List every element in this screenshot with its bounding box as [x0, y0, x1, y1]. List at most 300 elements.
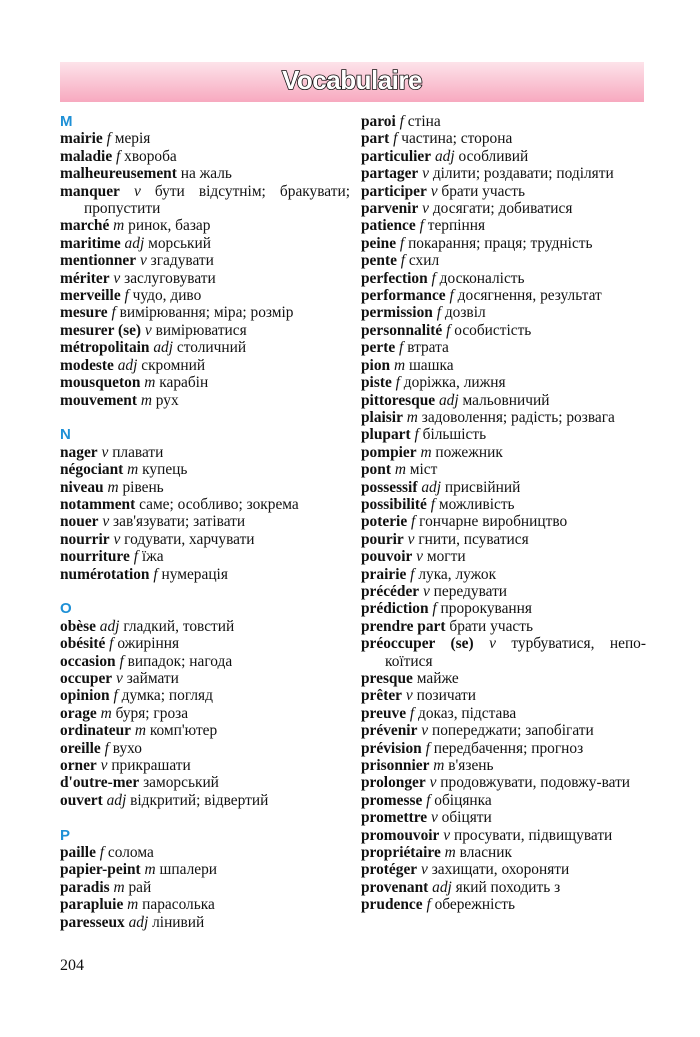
entry-word: prendre part	[361, 617, 446, 635]
vocab-entry	[361, 304, 646, 321]
entry-translation: прикрашати	[111, 757, 191, 774]
vocab-entry	[60, 130, 350, 147]
vocab-entry	[60, 740, 350, 757]
vocab-entry	[60, 879, 350, 896]
vocab-entry	[60, 235, 350, 252]
vocab-entry	[361, 809, 646, 826]
entry-translation: пожежник	[435, 443, 503, 461]
vocab-entry	[361, 217, 646, 234]
entry-word: niveau	[60, 478, 104, 496]
vocab-entry	[361, 339, 646, 356]
entry-translation: їжа	[141, 548, 164, 566]
entry-grammar: m	[113, 878, 125, 896]
entry-grammar: f	[111, 304, 116, 322]
entry-grammar: v	[429, 774, 437, 792]
letter-heading: M	[60, 113, 73, 130]
vocab-entry	[361, 252, 646, 269]
entry-translation: майже	[416, 670, 459, 687]
entry-grammar: f	[449, 287, 454, 305]
entry-word: personnalité	[361, 321, 443, 339]
entry-translation: більшість	[422, 426, 487, 444]
vocab-entry	[361, 479, 646, 496]
entry-word: permission	[361, 304, 433, 322]
entry-translation: пророкування	[440, 600, 532, 618]
entry-word: mentionner	[60, 252, 137, 270]
vocab-entry	[60, 270, 350, 287]
entry-translation: зав'язувати; затівати	[113, 513, 246, 531]
vocab-entry	[60, 618, 350, 635]
vocab-entry	[60, 635, 350, 652]
vocab-entry	[361, 444, 646, 461]
entry-word: pouvoir	[361, 548, 413, 566]
entry-word: opinion	[60, 687, 110, 705]
entry-grammar: m	[113, 217, 125, 235]
vocabulary-column-right	[361, 113, 646, 914]
entry-word: modeste	[60, 356, 114, 374]
entry-grammar: f	[426, 896, 431, 914]
entry-word: numérotation	[60, 565, 150, 583]
entry-translation: досконалість	[439, 269, 525, 287]
entry-translation: вухо	[112, 739, 142, 757]
entry-grammar: m	[144, 374, 156, 392]
vocab-entry	[361, 148, 646, 165]
entry-grammar: m	[100, 704, 112, 722]
entry-translation: заслуговувати	[124, 269, 216, 287]
entry-translation: рух	[155, 391, 179, 409]
entry-grammar: adj	[128, 913, 149, 931]
letter-heading: P	[60, 826, 71, 844]
entry-grammar: f	[109, 635, 114, 653]
entry-grammar: v	[139, 252, 147, 270]
entry-word: participer	[361, 182, 427, 200]
vocab-entry	[60, 548, 350, 565]
entry-word: prolonger	[361, 774, 426, 792]
vocab-entry	[361, 496, 646, 513]
entry-word: d'outre-mer	[60, 774, 140, 792]
vocab-entry	[361, 235, 646, 252]
entry-translation: досягнення, результат	[457, 287, 602, 305]
entry-translation: годувати, харчувати	[124, 530, 255, 548]
entry-translation: комп'ютер	[149, 722, 218, 740]
entry-translation: парасолька	[142, 896, 215, 914]
entry-grammar: f	[116, 147, 121, 165]
vocab-entry	[361, 566, 646, 583]
entry-word: promouvoir	[361, 826, 440, 844]
vocab-entry	[361, 409, 646, 426]
vocab-entry	[60, 165, 350, 182]
entry-grammar: v	[407, 530, 415, 548]
entry-grammar: v	[113, 269, 121, 287]
entry-word: obèse	[60, 617, 96, 635]
entry-grammar: v	[405, 687, 413, 705]
entry-translation: бути відсутнім; бракувати; пропустити	[84, 182, 350, 218]
entry-grammar: v	[422, 200, 429, 218]
entry-grammar: v	[443, 826, 451, 844]
entry-translation: позичати	[416, 687, 476, 705]
entry-grammar: v	[416, 548, 424, 566]
vocab-entry	[361, 392, 646, 409]
entry-grammar: f	[419, 217, 424, 235]
entry-translation: скромний	[141, 356, 206, 374]
entry-translation: брати участь	[441, 182, 526, 200]
vocab-entry	[60, 444, 350, 461]
vocab-entry	[361, 357, 646, 374]
entry-translation: задоволення; радість; розвага	[421, 408, 615, 426]
entry-grammar: f	[446, 321, 451, 339]
entry-grammar: m	[444, 844, 456, 862]
entry-translation: особливий	[458, 147, 529, 165]
entry-grammar: m	[107, 478, 119, 496]
vocab-entry	[361, 792, 646, 809]
letter-heading: N	[60, 426, 71, 444]
entry-word: patience	[361, 217, 416, 235]
entry-word: maladie	[60, 147, 113, 165]
vocab-entry	[361, 635, 646, 670]
entry-translation: мерія	[114, 130, 151, 148]
vocab-entry	[60, 304, 350, 321]
entry-grammar: adj	[153, 339, 174, 357]
entry-word: prévenir	[361, 722, 418, 740]
vocab-entry	[361, 322, 646, 339]
entry-word: prêter	[361, 687, 403, 705]
vocab-entry	[60, 217, 350, 234]
vocab-entry	[361, 861, 646, 878]
entry-word: performance	[361, 287, 446, 305]
entry-grammar: f	[393, 130, 398, 148]
entry-word: perte	[361, 339, 396, 357]
vocab-entry	[60, 566, 350, 583]
entry-grammar: v	[100, 757, 108, 774]
entry-grammar: v	[116, 669, 123, 687]
entry-grammar: f	[399, 234, 405, 252]
entry-grammar: f	[426, 791, 431, 809]
entry-word: manquer	[60, 182, 120, 200]
entry-word: pont	[361, 461, 391, 479]
vocab-entry	[60, 861, 350, 878]
entry-translation: ринок, базар	[128, 217, 211, 235]
entry-grammar: adj	[432, 878, 452, 896]
vocab-entry	[60, 252, 350, 269]
entry-translation: вимірювання; міра; розмір	[119, 304, 294, 322]
vocab-entry	[60, 844, 350, 861]
entry-word: parvenir	[361, 200, 419, 218]
vocab-entry	[361, 600, 646, 617]
vocab-entry	[361, 618, 646, 635]
entry-grammar: f	[399, 113, 404, 130]
entry-grammar: m	[420, 443, 432, 461]
vocab-entry	[361, 548, 646, 565]
vocab-entry	[361, 513, 646, 530]
entry-grammar: f	[425, 739, 430, 757]
entry-translation: особистість	[454, 321, 532, 339]
entry-word: occasion	[60, 652, 116, 670]
entry-grammar: v	[422, 582, 430, 600]
entry-translation: рай	[128, 878, 152, 896]
entry-word: mousqueton	[60, 374, 141, 392]
entry-translation: згадувати	[150, 252, 214, 270]
entry-translation: обіцяти	[441, 809, 492, 827]
entry-grammar: v	[113, 530, 121, 548]
vocab-entry	[361, 879, 646, 896]
entry-grammar: f	[400, 252, 406, 270]
entry-translation: лука, лужок	[418, 565, 497, 583]
vocab-entry	[60, 148, 350, 165]
entry-translation: карабін	[159, 374, 209, 392]
entry-word: occuper	[60, 669, 113, 687]
vocab-entry	[361, 740, 646, 757]
entry-translation: буря; гроза	[115, 704, 189, 722]
entry-word: plupart	[361, 426, 411, 444]
entry-translation: відкритий; відвертий	[130, 791, 269, 809]
entry-word: orage	[60, 704, 97, 722]
entry-translation: який походить з	[455, 878, 561, 896]
entry-translation: шпалери	[159, 861, 218, 879]
vocab-entry	[361, 687, 646, 704]
entry-grammar: v	[144, 321, 152, 339]
entry-translation: продовжувати, подовжу-вати	[440, 774, 631, 792]
entry-word: prairie	[361, 565, 407, 583]
entry-word: pompier	[361, 443, 417, 461]
entry-word: mouvement	[60, 391, 137, 409]
vocab-entry	[361, 165, 646, 182]
entry-word: prévision	[361, 739, 422, 757]
entry-word: oreille	[60, 739, 101, 757]
entry-translation: могти	[426, 548, 466, 566]
entry-grammar: f	[432, 600, 437, 618]
vocab-entry	[60, 914, 350, 931]
vocab-entry	[361, 705, 646, 722]
entry-translation: передбачення; прогноз	[433, 739, 584, 757]
entry-translation: стіна	[407, 113, 441, 130]
entry-grammar: f	[399, 339, 404, 357]
entry-grammar: v	[421, 722, 429, 740]
entry-grammar: m	[127, 461, 139, 479]
entry-translation: схил	[408, 252, 440, 270]
entry-word: provenant	[361, 878, 429, 896]
entry-translation: заморський	[143, 774, 219, 792]
entry-translation: терпіння	[427, 217, 486, 235]
entry-word: merveille	[60, 287, 121, 305]
vocabulary-banner	[60, 62, 644, 102]
entry-word: orner	[60, 757, 97, 774]
entry-grammar: v	[489, 635, 496, 653]
entry-word: mairie	[60, 130, 103, 148]
vocab-entry	[60, 896, 350, 913]
entry-grammar: v	[102, 513, 110, 531]
entry-translation: дозвіл	[444, 304, 486, 322]
entry-grammar: f	[410, 565, 415, 583]
entry-grammar: m	[406, 408, 418, 426]
entry-translation: в'язень	[448, 757, 494, 775]
entry-translation: попереджати; запобігати	[431, 722, 594, 740]
entry-word: paille	[60, 844, 96, 862]
entry-grammar: f	[431, 269, 436, 287]
vocab-entry	[60, 479, 350, 496]
entry-translation: думка; погляд	[121, 687, 213, 705]
vocab-entry	[361, 287, 646, 304]
vocab-entry	[361, 426, 646, 443]
entry-grammar: f	[411, 513, 416, 531]
entry-translation: досягати; добиватися	[432, 200, 573, 218]
entry-translation: доріжка, лижня	[403, 374, 506, 392]
entry-grammar: v	[101, 443, 109, 461]
entry-word: paroi	[361, 113, 396, 130]
entry-word: négociant	[60, 461, 124, 479]
letter-heading: O	[60, 600, 72, 618]
vocab-entry	[60, 357, 350, 374]
entry-word: mesure	[60, 304, 108, 322]
entry-word: paradis	[60, 878, 110, 896]
vocab-entry	[60, 322, 350, 339]
entry-translation: турбуватися, непо-коїтися	[385, 635, 646, 670]
entry-translation: гнити, псуватися	[418, 530, 529, 548]
vocab-entry	[60, 531, 350, 548]
entry-grammar: f	[436, 304, 441, 322]
entry-translation: ділити; роздавати; поділяти	[432, 165, 614, 183]
vocab-entry	[361, 670, 646, 687]
entry-translation: обережність	[434, 896, 515, 914]
entry-word: pente	[361, 252, 397, 270]
entry-translation: просувати, підвищувати	[453, 826, 613, 844]
vocab-entry	[361, 531, 646, 548]
entry-grammar: adj	[434, 147, 455, 165]
entry-grammar: f	[133, 548, 138, 566]
vocabulary-column-left	[60, 113, 350, 931]
vocab-entry	[60, 792, 350, 809]
entry-grammar: f	[430, 495, 435, 513]
vocab-entry	[60, 392, 350, 409]
vocab-entry	[361, 896, 646, 913]
entry-word: preuve	[361, 704, 407, 722]
vocab-entry	[361, 757, 646, 774]
vocab-entry	[60, 705, 350, 722]
entry-word: piste	[361, 374, 392, 392]
entry-word: marché	[60, 217, 110, 235]
entry-word: prisonnier	[361, 757, 430, 775]
entry-word: particulier	[361, 147, 432, 165]
entry-translation: гладкий, товстий	[123, 617, 235, 635]
entry-translation: обіцянка	[434, 791, 492, 809]
entry-word: promesse	[361, 791, 423, 809]
entry-translation: плавати	[112, 443, 164, 461]
entry-word: mesurer (se)	[60, 321, 142, 339]
entry-word: parapluie	[60, 896, 124, 914]
entry-grammar: f	[409, 704, 415, 722]
entry-translation: хвороба	[124, 147, 177, 165]
entry-grammar: f	[104, 739, 109, 757]
entry-grammar: m	[127, 896, 139, 914]
entry-grammar: v	[422, 165, 429, 183]
entry-translation: можливість	[438, 495, 515, 513]
entry-translation: доказ, підстава	[418, 704, 517, 722]
entry-word: pittoresque	[361, 391, 436, 409]
entry-word: perfection	[361, 269, 428, 287]
entry-word: possessif	[361, 478, 418, 496]
entry-translation: займати	[126, 669, 179, 687]
entry-translation: на жаль	[180, 165, 232, 183]
entry-grammar: f	[113, 687, 118, 705]
entry-word: nouer	[60, 513, 99, 531]
entry-grammar: f	[106, 130, 111, 148]
entry-grammar: f	[395, 374, 400, 392]
vocab-entry	[361, 583, 646, 600]
entry-word: partager	[361, 165, 419, 183]
entry-grammar: m	[433, 757, 445, 775]
entry-grammar: adj	[124, 234, 145, 252]
entry-word: maritime	[60, 234, 121, 252]
entry-translation: втрата	[407, 339, 449, 357]
entry-word: possibilité	[361, 495, 427, 513]
vocab-entry	[60, 183, 350, 218]
vocab-entry	[361, 461, 646, 478]
entry-translation: лінивий	[152, 913, 205, 931]
vocab-entry	[361, 130, 646, 147]
entry-word: nourrir	[60, 530, 110, 548]
entry-translation: захищати, охороняти	[431, 861, 570, 879]
entry-translation: передувати	[433, 582, 508, 600]
entry-translation: нумерація	[161, 565, 228, 583]
entry-translation: присвійний	[444, 478, 521, 496]
entry-word: nourriture	[60, 548, 130, 566]
entry-word: préoccuper (se)	[361, 635, 474, 653]
entry-word: ordinateur	[60, 722, 131, 740]
entry-translation: покарання; праця; трудність	[408, 234, 593, 252]
vocab-entry	[60, 496, 350, 513]
entry-translation: саме; особливо; зокрема	[139, 495, 299, 513]
entry-word: presque	[361, 670, 413, 687]
entry-grammar: v	[133, 182, 141, 200]
entry-translation: гончарне виробництво	[419, 513, 568, 531]
vocab-entry	[361, 270, 646, 287]
entry-translation: вимірюватися	[155, 321, 247, 339]
entry-word: plaisir	[361, 408, 403, 426]
entry-translation: міст	[409, 461, 438, 479]
entry-word: poterie	[361, 513, 408, 531]
vocab-entry	[60, 339, 350, 356]
entry-word: protéger	[361, 861, 418, 879]
vocab-entry	[361, 200, 646, 217]
entry-word: métropolitain	[60, 339, 150, 357]
entry-translation: рівень	[122, 478, 164, 496]
vocab-entry	[361, 774, 646, 791]
entry-translation: ожиріння	[117, 635, 180, 653]
entry-word: notamment	[60, 495, 136, 513]
page-title: Vocabulaire	[282, 65, 422, 95]
vocab-entry	[60, 461, 350, 478]
vocab-entry	[60, 374, 350, 391]
entry-grammar: f	[153, 565, 158, 583]
entry-translation: солома	[107, 844, 154, 862]
vocab-entry	[60, 670, 350, 687]
entry-word: promettre	[361, 809, 428, 827]
entry-grammar: m	[393, 356, 406, 374]
vocab-entry	[361, 844, 646, 861]
entry-grammar: adj	[99, 617, 120, 635]
entry-word: nager	[60, 443, 98, 461]
entry-translation: чудо, диво	[132, 287, 202, 305]
entry-translation: шашка	[408, 356, 454, 374]
page-number: 204	[60, 957, 84, 974]
entry-word: ouvert	[60, 791, 103, 809]
entry-word: paresseux	[60, 913, 125, 931]
vocab-entry	[60, 687, 350, 704]
vocab-entry	[60, 513, 350, 530]
entry-grammar: f	[99, 844, 105, 862]
entry-word: précéder	[361, 582, 420, 600]
entry-word: malheureusement	[60, 165, 177, 183]
entry-translation: столичний	[176, 339, 247, 357]
entry-translation: власник	[459, 844, 512, 862]
